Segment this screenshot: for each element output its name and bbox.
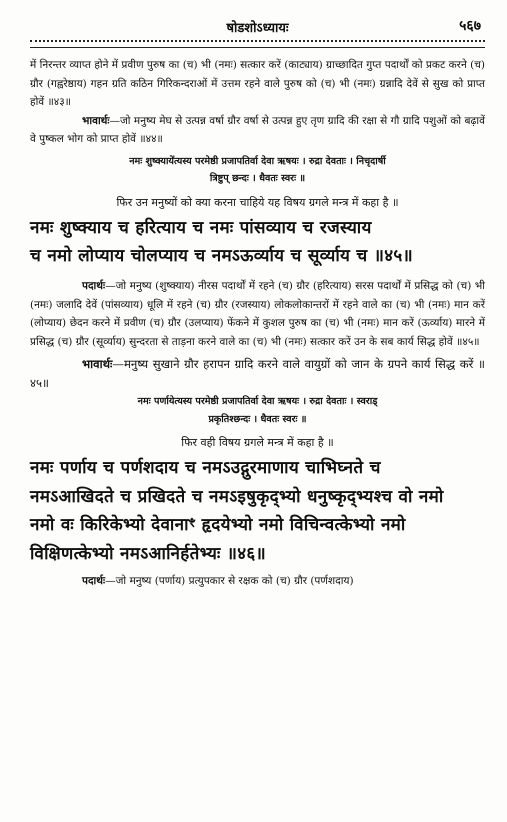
mantra-line: च नमो लोप्याय चोलप्याय च नमऽऊर्व्याय च सूर्व्याय च ॥४५॥ <box>30 246 413 267</box>
mantra-line: नमऽआखिदते च प्रखिदते च नमऽइषुकृद्भ्यो धनुष्कृद्भ्यश्च वो नमो <box>30 486 444 507</box>
bhavartha-paragraph <box>30 112 485 149</box>
padartha-paragraph <box>30 572 485 591</box>
mantra-intro: फिर उन मनुष्यों को क्या करना चाहिये यह विषय ग्रगले मन्त्र में कहा है ॥ <box>116 195 399 209</box>
running-header <box>30 0 485 40</box>
mantra-meta-line: नमः शुष्क्याये॑त्यस्य परमेष्ठी प्रजापतिर्वा देवा ऋषयः । रुद्रा देवताः । निचृदार्षी <box>129 155 386 167</box>
mantra-meta-line: नमः पर्णायेत्यस्य परमेष्ठी प्रजापतिर्वा देवा ऋषयः । रुद्रा देवताः । स्वराड् <box>137 396 378 408</box>
chapter-title: षोडशोऽध्यायः <box>226 21 289 36</box>
padartha-text: —जो मनुष्य (शुष्क्याय) नीरस पदार्थों में रहने (च) ग्रौर (हरित्याय) सरस पदार्थों में प्रसिद्ध को (च) भी (नमः) जलादि देवें (पांसव्याय) धूलि में रहने (च) ग्रौर (रजस्याय) लोकलोकान्तरों में रहने वाले का (च) भी (नमः) मान करें (लोप्याय) छेदन करने में प्रवीण (च) ग्रौर (उलप्याय) फेंकने में कुशल पुरुष का (च) भी (नमः) मान करें (ऊर्व्याय) मारने में प्रसिद्ध (च) ग्रौर (सूर्व्याय) सुन्दरता से ताड़ना करने वाले का (च) भी (नमः) सत्कार करें उन के सब कार्य सिद्ध होवें ॥४५॥ <box>30 279 485 348</box>
continued-paragraph: में निरन्तर व्याप्त होने में प्रवीण पुरुष का (च) भी (नमः) सत्कार करें (काट्याय) ग्राच्छादित गुप्त पदार्थों को प्रकट करने (च) ग्रौर (गह्वरेष्ठाय) गहन ग्रति कठिन गिरिकन्दराओं में उत्तम रहने वाले पुरुष को (च) भी (नमः) ग्रन्नादि देवें से सुख को प्राप्त होवें ॥४३॥ <box>30 59 485 109</box>
mantra-intro: फिर वही विषय ग्रगले मन्त्र में कहा है ॥ <box>181 436 334 450</box>
mantra-meta-line: प्रकृतिश्छन्दः । धैवतः स्वरः ॥ <box>208 413 307 425</box>
bhavartha-text: —मनुष्य सुखाने ग्रौर हरापन ग्रादि करने वाले वायुग्रों को जान के ग्रपने कार्य सिद्ध करें ॥४५॥ <box>30 357 485 391</box>
mantra-line: विक्षिणत्केभ्यो नमऽआनिर्हतेभ्यः ॥४६॥ <box>30 543 267 564</box>
header-rule <box>30 40 485 48</box>
bhavartha-paragraph <box>30 355 485 393</box>
padartha-label: पदार्थः <box>82 575 106 588</box>
mantra-line: नमो वः किरिकेभ्यो देवानाꣳ हृदयेभ्यो नमो विचिन्वत्केभ्यो नमो <box>30 515 406 536</box>
mantra-line: नमः पर्णाय च पर्णशदाय च नमऽउद्गुरमाणाय चाभिघ्नते च <box>30 458 381 479</box>
bhavartha-label: भावार्थः <box>82 114 110 127</box>
bhavartha-text: —जो मनुष्य मेघ से उत्पन्न वर्षा ग्रौर वर्षा से उत्पन्न हुए तृण ग्रादि की रक्षा से गौ ग्रादि पशुओं को बढ़ावें वे पुष्कल भोग को प्राप्त होवें ॥४४॥ <box>30 114 485 146</box>
mantra-line: नमः शुष्क्याय च हरित्याय च नमः पांसव्याय च रजस्याय <box>30 217 372 238</box>
bhavartha-label: भावार्थः <box>82 357 113 372</box>
padartha-text: —जो मनुष्य (पर्णाय) प्रत्युपकार से रक्षक को (च) ग्रौर (पर्णशदाय) <box>105 575 354 588</box>
padartha-paragraph <box>30 277 485 351</box>
padartha-label: पदार्थः <box>82 279 106 292</box>
page-number: ५६७ <box>459 18 481 34</box>
page-body <box>30 56 485 591</box>
mantra-meta-line: त्रिष्टुप् छन्दः । धैवतः स्वरः ॥ <box>209 173 306 185</box>
